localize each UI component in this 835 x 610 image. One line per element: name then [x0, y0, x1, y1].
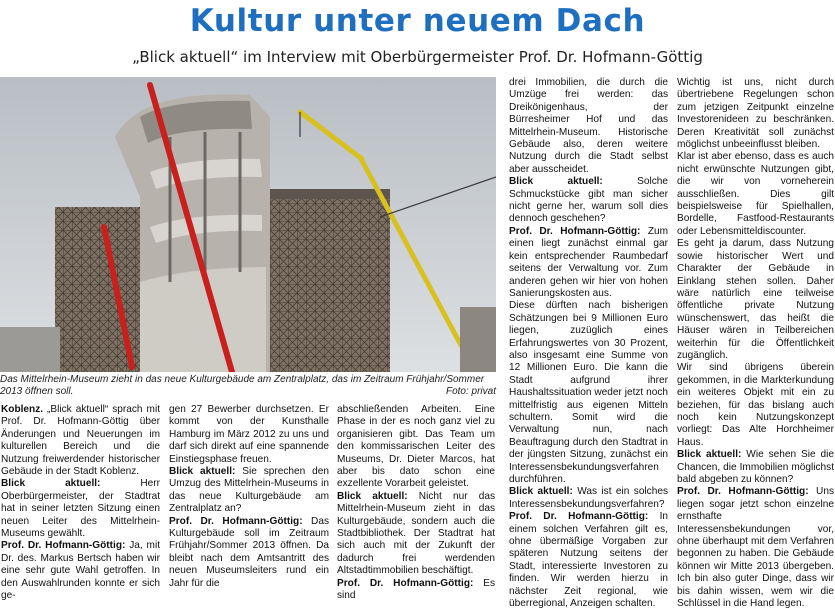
paragraph-text: In einem solchen Verfahren gilt es, ohne übermäßige Vorgaben zur späteren Nutzung seitens der Stadt, interessierte Investoren zu finden. Wir werden hierzu in nächster Zeit regional, wie überregional, Anzeigen schalten.	[509, 511, 668, 610]
paragraph-lead: Blick aktuell:	[509, 176, 603, 188]
paragraph	[509, 176, 668, 226]
construction-site-illustration	[0, 77, 496, 372]
paragraph	[1, 404, 160, 478]
paragraph	[509, 226, 668, 300]
subheadline: „Blick aktuell“ im Interview mit Oberbürgermeister Prof. Dr. Hofmann-Göttig	[132, 48, 703, 66]
article-column-1	[1, 404, 160, 603]
article-column-2	[169, 404, 329, 590]
paragraph-text: Wir sind übrigens überein gekommen, in die Markterkundung ein weiteres Objekt mit ein zu beziehen, für das bislang auch noch kein Nutzungskonzept vorliegt: Das Alte Horchheimer Haus.	[677, 362, 834, 448]
article-column-3	[337, 404, 495, 603]
paragraph-text: abschließenden Arbeiten. Eine Phase in der es noch ganz viel zu organisieren gibt. Das Team um den kommissarischen Leiter des Museums, Dr. Dieter Marcos, hat aber bis dato schon eine exzellente Vorarbeit geleistet.	[337, 404, 495, 490]
paragraph-lead: Blick aktuell:	[169, 466, 236, 478]
paragraph-text: Wichtig ist uns, nicht durch übertriebene Regelungen schon zum jetzigen Zeitpunkt einzelne Investorenideen zu beschränken. Deren Kreativität soll zunächst möglichst unbeeinflusst bleiben.	[677, 77, 834, 151]
paragraph-text: Sie sprechen den Umzug des Mittelrhein-Museums in das neue Kulturgebäude am Zentralplatz an?	[169, 466, 329, 515]
paragraph-text: Ja, mit Dr. des. Markus Bertsch haben wir eine sehr gute Wahl getroffen. In den Auswahlrunden konnte er sich ge-	[1, 540, 161, 602]
paragraph-text: Es geht ja darum, dass Nutzung sowie historischer Wert und Charakter der Gebäude in Einklang stehen sollen. Daher wäre natürlich eine teilweise öffentliche private Nutzung wünschenswert, das heißt die Häuser wären in Teilbereichen weiterhin für die Öffentlichkeit zugänglich.	[677, 238, 834, 361]
paragraph	[677, 77, 834, 151]
paragraph-lead: Prof. Dr. Hofmann-Göttig:	[1, 540, 126, 552]
paragraph	[509, 300, 668, 486]
paragraph	[677, 486, 834, 610]
paragraph-text: Zum einen liegt zunächst einmal gar kein entsprechender Raumbedarf seitens der Verwaltung vor. Zum anderen gehen wir hier von hohen Sanierungskosten aus.	[509, 225, 669, 299]
paragraph-text: Solche Schmuckstücke gibt man sicher nicht gerne her, warum soll dies dennoch geschehen?	[509, 176, 668, 225]
paragraph	[1, 478, 160, 540]
paragraph-text: Das Kulturgebäude soll im Zeitraum Frühjahr/Sommer 2013 öffnen. Da bleibt nach dem Amtsantritt des neuen Museumsleiters rund ein Jahr für die	[169, 515, 329, 589]
paragraph	[677, 449, 834, 486]
paragraph-text: drei Immobilien, die durch die Umzüge frei werden: das Dreikönigenhaus, der Bürresheimer Hof und das Mittelrhein-Museum. Historische Gebäude also, deren weitere Nutzung durch die Stadt selbst aber ausscheidet.	[509, 77, 668, 175]
paragraph	[1, 540, 160, 602]
caption-text: Das Mittelrhein-Museum zieht in das neue Kulturgebäude am Zentralplatz, das im Zeitraum Frühjahr/Sommer 2013 öffnen soll.	[0, 374, 485, 397]
paragraph	[337, 578, 495, 603]
paragraph-lead: Blick aktuell:	[677, 449, 742, 461]
paragraph-text: Klar ist aber ebenso, dass es auch nicht erwünschte Nutzungen gibt, die wir von vorneherein ausschließen. Dies gilt beispielsweise für Spielhallen, Bordelle, Fastfood-Restaurants oder Lebensmitteldiscounter.	[677, 151, 834, 237]
paragraph	[509, 77, 668, 176]
paragraph	[509, 486, 668, 511]
paragraph-text: Nicht nur das Mittelrhein-Museum zieht in das Kulturgebäude, sondern auch die Stadtbibliothek. Der Stadtrat hat sich auch mit der Zukunft der dadurch frei werdenden Altstadtimmobilien beschäftigt.	[337, 490, 495, 577]
photo-credit: Foto: privat	[445, 386, 496, 397]
paragraph	[677, 362, 834, 449]
paragraph	[337, 491, 495, 578]
article-column-5	[677, 77, 834, 610]
photo-caption	[0, 374, 496, 398]
paragraph	[169, 466, 329, 516]
paragraph	[509, 511, 668, 610]
paragraph-text: gen 27 Bewerber durchsetzen. Er kommt von der Kunsthalle Hamburg im März 2012 zu uns und darf sich direkt auf eine spannende Einstiegsphase freuen.	[169, 404, 329, 465]
paragraph	[677, 151, 834, 238]
headline: Kultur unter neuem Dach	[189, 3, 646, 39]
paragraph	[337, 404, 495, 491]
paragraph-text: Wie sehen Sie die Chancen, die Immobilien möglichst bald abgeben zu können?	[677, 449, 834, 485]
paragraph-text: Was ist ein solches Interessensbekundungsverfahren?	[509, 486, 668, 510]
museum-construction-photo	[0, 77, 496, 372]
paragraph-text: Uns liegen sogar jetzt schon einzelne ernsthafte Interessensbekundungen vor, ohne überhaupt mit dem Verfahren begonnen zu haben. Die Gebäude können wir Mitte 2013 übergeben. Ich bin also guter Dinge, dass wir bis dahin wissen, wem wir die Schlüssel in die Hand legen.	[677, 486, 834, 610]
paragraph-text: „Blick aktuell“ sprach mit Prof. Dr. Hofmann-Göttig über Änderungen und Neuerungen im kulturellen Bereich und die Nutzung freiwerdender historischer Gebäude in der Stadt Koblenz.	[1, 404, 160, 478]
article-column-4	[509, 77, 668, 610]
paragraph-lead: Prof. Dr. Hofmann-Göttig:	[677, 486, 809, 498]
paragraph-lead: Prof. Dr. Hofmann-Göttig:	[509, 511, 649, 523]
paragraph	[677, 238, 834, 362]
paragraph-lead: Prof. Dr. Hofmann-Göttig:	[337, 577, 474, 589]
paragraph-text: Es sind	[337, 577, 496, 602]
paragraph-lead: Prof. Dr. Hofmann-Göttig:	[509, 225, 641, 237]
paragraph-lead: Blick aktuell:	[337, 490, 408, 502]
paragraph-text: Diese dürften nach bisherigen Schätzungen bei 9 Millionen Euro liegen, zuzüglich eines Erfahrungswertes von 30 Prozent, also insgesamt eine Summe von 12 Millionen Euro. Die kann die Stadt aufgrund ihrer Haushaltssituation weder jetzt noch mittelfristig aus eigenen Mitteln schultern. Somit wird die Verwaltung nun, nach Beauftragung durch den Stadtrat in der jüngsten Sitzung, zunächst ein Interessensbekundungsverfahren durchführen.	[509, 300, 668, 485]
paragraph-lead: Blick aktuell:	[1, 478, 101, 490]
paragraph	[169, 516, 329, 590]
paragraph	[169, 404, 329, 466]
paragraph-text: Herr Oberbürgermeister, der Stadtrat hat in seiner letzten Sitzung einen neuen Leiter des Mittelrhein-Museums gewählt.	[1, 478, 160, 540]
paragraph-lead: Koblenz.	[1, 404, 44, 415]
paragraph-lead: Blick aktuell:	[509, 486, 573, 498]
paragraph-lead: Prof. Dr. Hofmann-Göttig:	[169, 515, 303, 527]
